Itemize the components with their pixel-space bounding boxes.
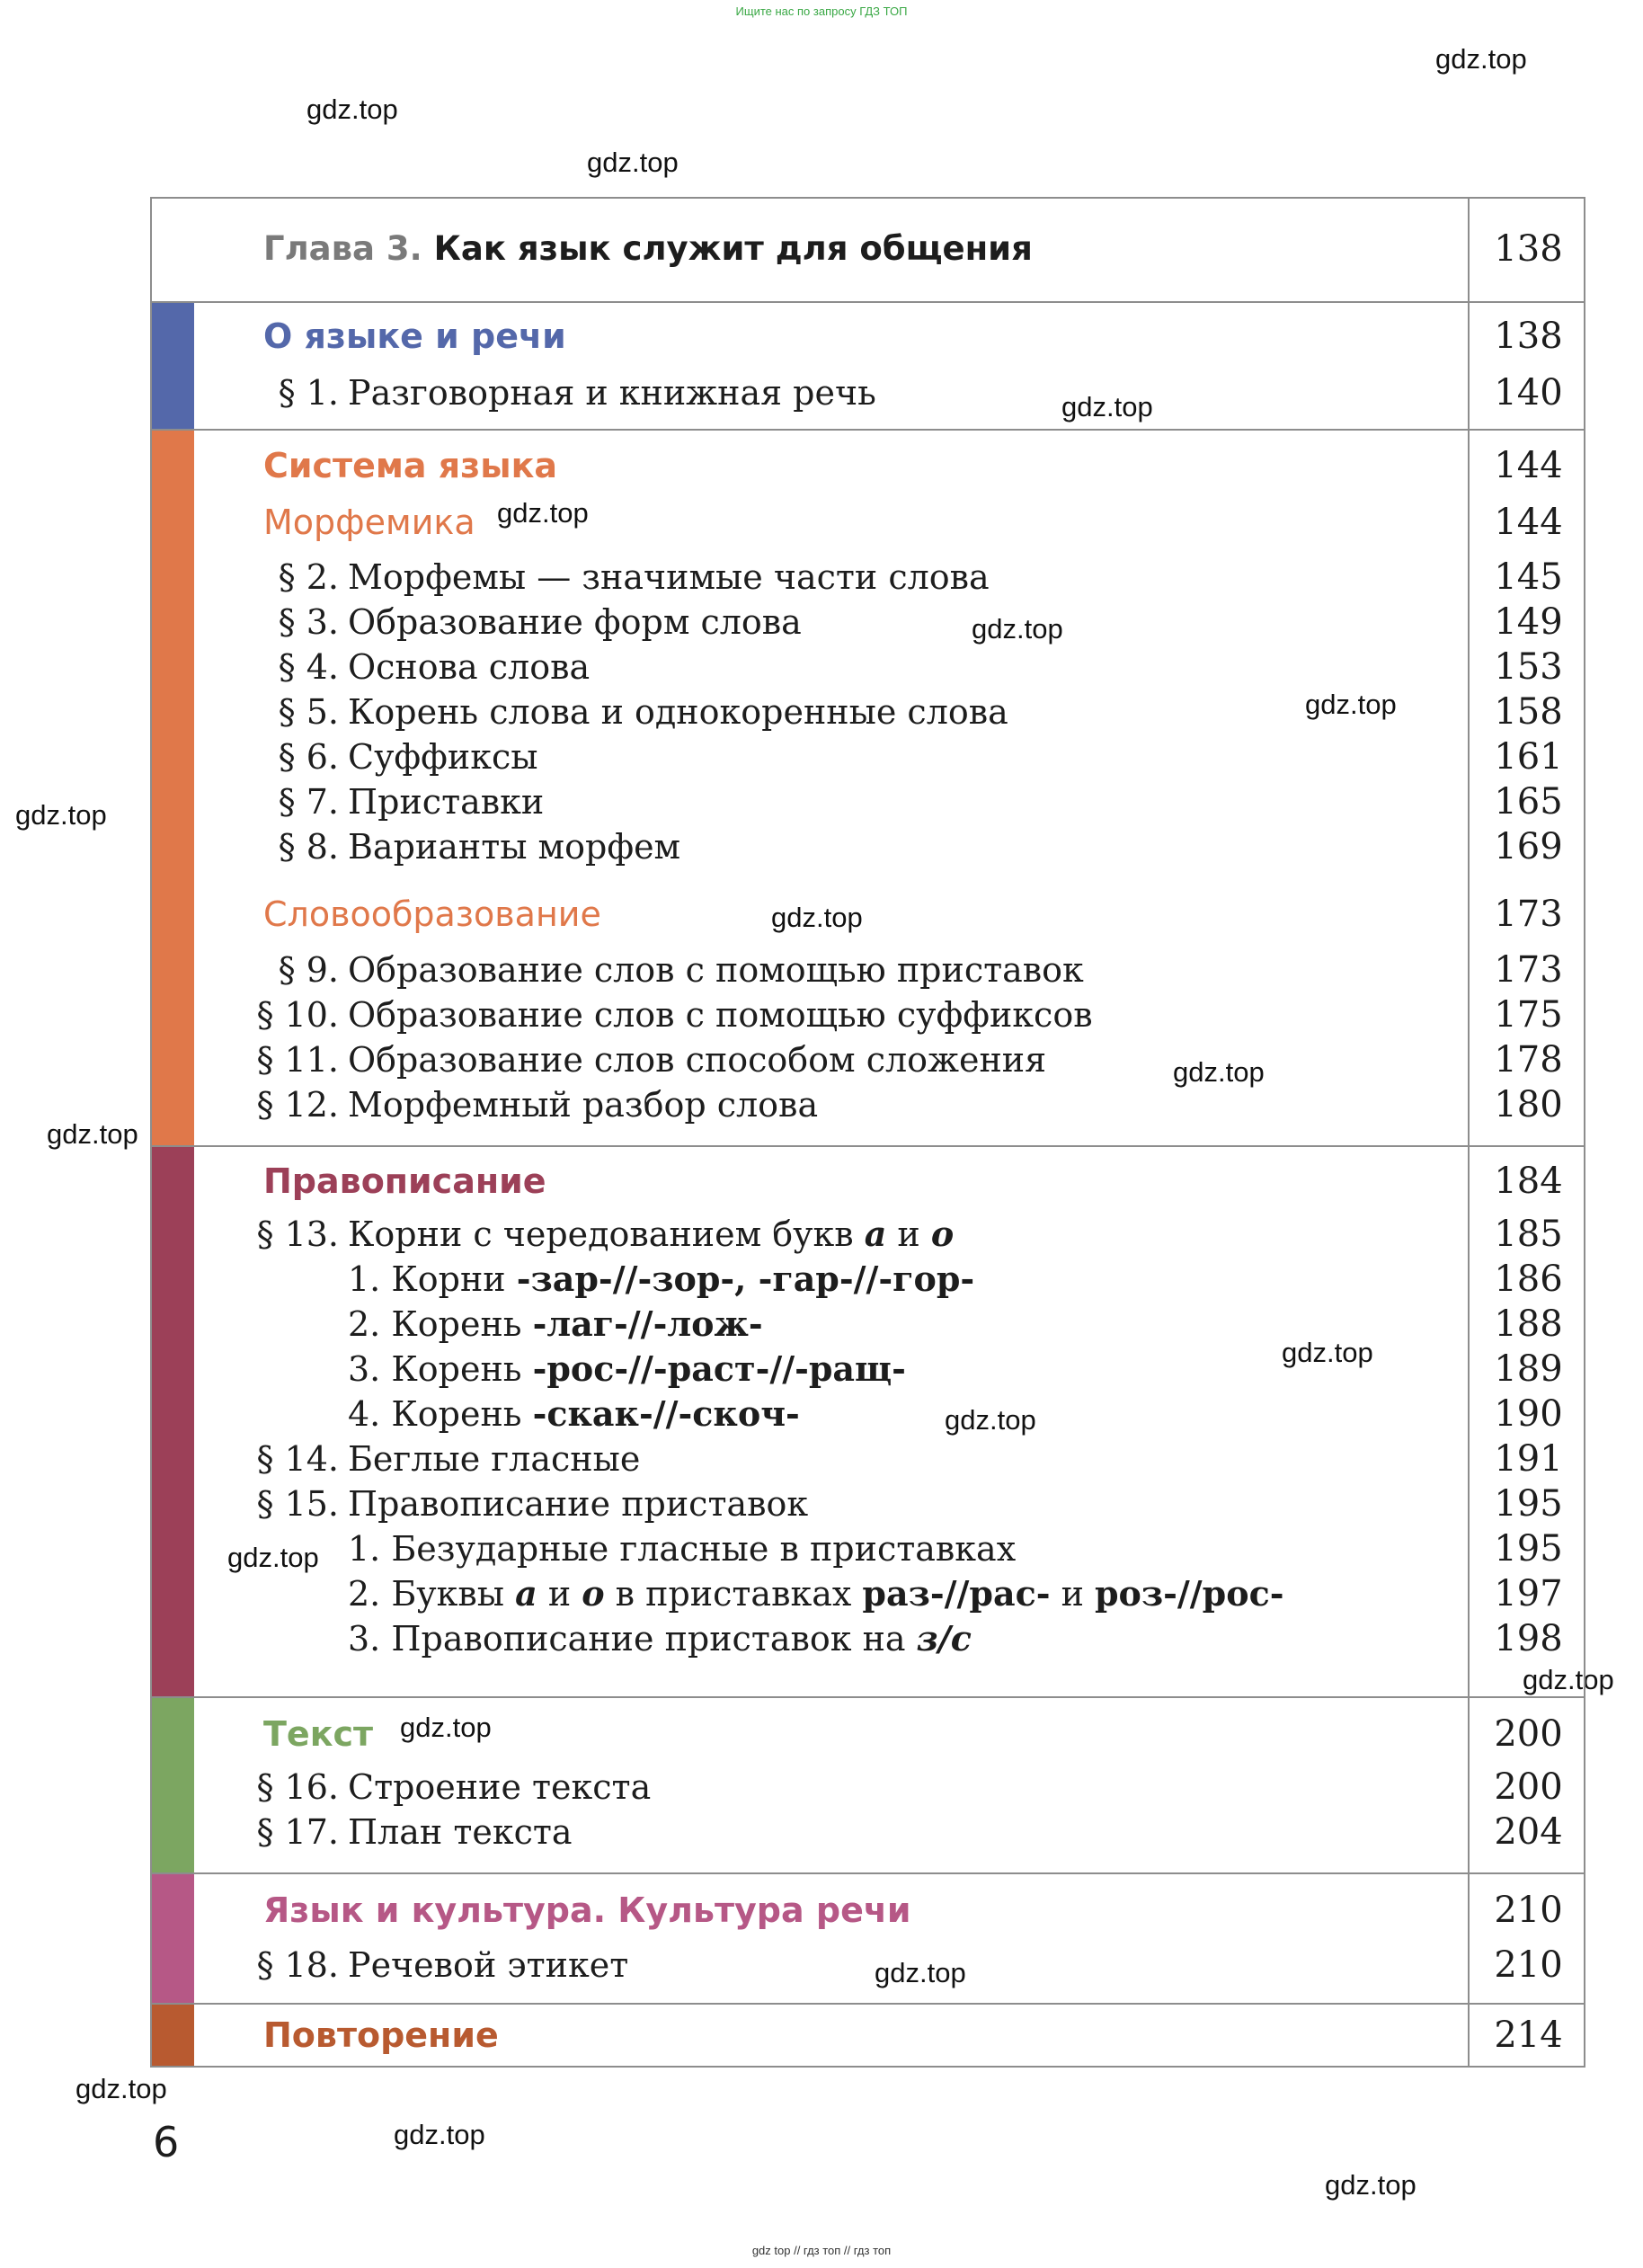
page-number: 190 — [1494, 1393, 1563, 1435]
toc-item[interactable] — [152, 370, 1584, 415]
page-number: 204 — [1494, 1811, 1563, 1853]
subitem-number: 3. — [348, 1619, 381, 1659]
toc-item[interactable] — [152, 824, 1584, 869]
watermark: gdz.top — [875, 1957, 966, 1988]
subitem-text: Корни — [391, 1259, 517, 1299]
subsection-title: Морфемика — [263, 503, 475, 542]
watermark: gdz.top — [1305, 689, 1397, 720]
watermark: gdz.top — [1435, 43, 1527, 75]
toc-item[interactable] — [152, 1212, 1584, 1257]
watermark: gdz.top — [400, 1712, 492, 1743]
item-title: Варианты морфем — [348, 827, 681, 867]
page-number: 144 — [1494, 445, 1563, 486]
item-title: Образование слов с помощью суффиксов — [348, 995, 1093, 1035]
toc-subitem[interactable] — [152, 1392, 1584, 1436]
subitem-root: -зар-//-зор-, -гар-//-гор- — [516, 1259, 975, 1299]
toc-item[interactable] — [152, 1037, 1584, 1082]
item-title: Корень слова и однокоренные слова — [348, 692, 1008, 732]
toc-item[interactable] — [152, 779, 1584, 824]
item-number: § 12. — [256, 1085, 339, 1125]
watermark: gdz.top — [306, 93, 398, 125]
item-title: План текста — [348, 1812, 573, 1852]
section-title: Правописание — [263, 1161, 546, 1201]
item-number: § 16. — [256, 1767, 339, 1807]
page-number: 175 — [1494, 994, 1563, 1036]
header-note: Ищите нас по запросу ГДЗ ТОП — [735, 4, 908, 18]
letter: о — [930, 1214, 955, 1254]
chapter-name: Как язык служит для общения — [433, 229, 1033, 268]
item-title — [348, 1212, 954, 1257]
letter: а — [864, 1214, 887, 1254]
item-title: Образование слов способом сложения — [348, 1040, 1047, 1080]
section-title: О языке и речи — [263, 316, 566, 356]
toc-item[interactable] — [152, 689, 1584, 734]
page-number: 195 — [1494, 1528, 1563, 1570]
subitem-root: -скак-//-скоч- — [532, 1393, 800, 1434]
subitem-text: в приставках — [604, 1574, 863, 1614]
page-number: 138 — [1494, 316, 1563, 357]
page-number: 178 — [1494, 1039, 1563, 1081]
subitem-text: и — [537, 1574, 582, 1614]
page-number: 173 — [1494, 894, 1563, 935]
item-title: Основа слова — [348, 647, 591, 687]
divider — [152, 2003, 1584, 2005]
subsection-morphemics[interactable] — [152, 500, 1584, 545]
toc-subitem[interactable] — [152, 1616, 1584, 1661]
page-number: 138 — [1494, 228, 1563, 270]
subitem-text: Правописание приставок на — [391, 1619, 917, 1659]
item-title: Беглые гласные — [348, 1439, 641, 1479]
subitem-title — [348, 1347, 906, 1392]
subitem-root: -рос-//-раст-//-ращ- — [532, 1348, 906, 1389]
page-number: 169 — [1494, 826, 1563, 867]
page-number: 153 — [1494, 646, 1563, 688]
item-title: Образование форм слова — [348, 602, 802, 642]
item-text: и — [886, 1214, 931, 1254]
chapter-title — [263, 227, 1033, 271]
page-number: 149 — [1494, 601, 1563, 643]
divider — [152, 1145, 1584, 1147]
item-number: § 18. — [256, 1945, 339, 1985]
page-number: 200 — [1494, 1713, 1563, 1755]
watermark: gdz.top — [227, 1542, 319, 1573]
toc-subitem[interactable] — [152, 1347, 1584, 1392]
toc-item[interactable] — [152, 1082, 1584, 1127]
item-title: Разговорная и книжная речь — [348, 373, 876, 413]
subitem-text: и — [1050, 1574, 1095, 1614]
toc-item[interactable] — [152, 555, 1584, 600]
subitem-title — [348, 1571, 1284, 1616]
toc-item[interactable] — [152, 1481, 1584, 1526]
section-review[interactable] — [152, 2013, 1584, 2058]
subitem-text: Корень — [391, 1394, 533, 1434]
divider — [152, 1872, 1584, 1874]
watermark: gdz.top — [394, 2119, 485, 2150]
page-number: 140 — [1494, 372, 1563, 414]
toc-item[interactable] — [152, 1810, 1584, 1854]
subitem-text: Безударные гласные в приставках — [391, 1529, 1017, 1569]
section-title: Язык и культура. Культура речи — [263, 1890, 911, 1930]
divider — [152, 429, 1584, 431]
item-title: Правописание приставок — [348, 1484, 809, 1524]
watermark: gdz.top — [587, 147, 679, 178]
page-number: 191 — [1494, 1438, 1563, 1480]
section-title: Повторение — [263, 2015, 499, 2055]
watermark: gdz.top — [1282, 1337, 1373, 1368]
item-title: Строение текста — [348, 1767, 652, 1807]
subitem-number: 3. — [348, 1349, 381, 1389]
item-number: § 5. — [278, 692, 339, 732]
page-number: 173 — [1494, 949, 1563, 991]
subitem-title — [348, 1257, 974, 1302]
page-number: 197 — [1494, 1573, 1563, 1614]
item-title: Речевой этикет — [348, 1945, 629, 1985]
item-number: § 3. — [278, 602, 339, 642]
subitem-number: 1. — [348, 1529, 381, 1569]
toc-item[interactable] — [152, 1943, 1584, 1988]
section-title: Система языка — [263, 446, 558, 485]
page-number: 158 — [1494, 691, 1563, 733]
letter: з/с — [916, 1618, 972, 1659]
subitem-number: 2. — [348, 1304, 381, 1344]
page-number: 144 — [1494, 502, 1563, 543]
item-number: § 10. — [256, 995, 339, 1035]
subitem-number: 2. — [348, 1574, 381, 1614]
item-title: Приставки — [348, 782, 545, 822]
page-number-footer: 6 — [153, 2118, 180, 2166]
item-number: § 2. — [278, 557, 339, 597]
page-number: 210 — [1494, 1944, 1563, 1986]
page-number: 188 — [1494, 1303, 1563, 1345]
watermark: gdz.top — [1325, 2169, 1417, 2201]
footer-note: gdz top // гдз топ // гдз топ — [751, 2244, 892, 2257]
item-title: Морфемы — значимые части слова — [348, 557, 990, 597]
divider — [152, 301, 1584, 303]
item-title: Образование слов с помощью приставок — [348, 950, 1084, 990]
item-number: § 11. — [256, 1040, 339, 1080]
toc-item[interactable] — [152, 1436, 1584, 1481]
watermark: gdz.top — [47, 1118, 138, 1150]
page-number: 185 — [1494, 1214, 1563, 1255]
subitem-text: Корень — [391, 1349, 533, 1389]
subitem-text: Корень — [391, 1304, 533, 1344]
page-number: 198 — [1494, 1618, 1563, 1659]
item-number: § 15. — [256, 1484, 339, 1524]
watermark: gdz.top — [771, 902, 863, 933]
watermark: gdz.top — [15, 799, 107, 831]
subitem-root: -лаг-//-лож- — [532, 1303, 763, 1344]
item-text: Корни с чередованием букв — [348, 1214, 865, 1254]
toc-item[interactable] — [152, 947, 1584, 992]
page-number: 210 — [1494, 1890, 1563, 1931]
watermark: gdz.top — [1173, 1056, 1265, 1088]
toc-item[interactable] — [152, 645, 1584, 689]
item-number: § 7. — [278, 782, 339, 822]
watermark: gdz.top — [945, 1404, 1036, 1436]
divider — [152, 1696, 1584, 1698]
page-number: 186 — [1494, 1259, 1563, 1300]
prefix: раз-//рас- — [862, 1573, 1051, 1614]
item-number: § 8. — [278, 827, 339, 867]
item-number: § 13. — [256, 1214, 339, 1254]
prefix: роз-//рос- — [1094, 1573, 1284, 1614]
watermark: gdz.top — [497, 497, 589, 529]
table-of-contents — [150, 197, 1585, 2068]
toc-subitem[interactable] — [152, 1302, 1584, 1347]
page-number: 161 — [1494, 736, 1563, 778]
subitem-number: 4. — [348, 1394, 381, 1434]
section-text[interactable] — [152, 1712, 1584, 1757]
item-number: § 1. — [278, 373, 339, 413]
watermark: gdz.top — [1061, 391, 1153, 422]
section-system[interactable] — [152, 443, 1584, 488]
page-number: 180 — [1494, 1084, 1563, 1125]
toc-subitem[interactable] — [152, 1257, 1584, 1302]
subitem-text: Буквы — [391, 1574, 516, 1614]
section-about[interactable] — [152, 314, 1584, 359]
item-number: § 4. — [278, 647, 339, 687]
chapter-row[interactable] — [152, 227, 1584, 271]
page-number: 195 — [1494, 1483, 1563, 1525]
section-title: Текст — [263, 1714, 374, 1754]
section-spelling[interactable] — [152, 1159, 1584, 1204]
item-title: Морфемный разбор слова — [348, 1085, 819, 1125]
toc-item[interactable] — [152, 734, 1584, 779]
page-number: 184 — [1494, 1161, 1563, 1202]
watermark: gdz.top — [75, 2073, 167, 2104]
page-number: 145 — [1494, 556, 1563, 598]
item-number: § 17. — [256, 1812, 339, 1852]
toc-item[interactable] — [152, 1765, 1584, 1810]
toc-item[interactable] — [152, 600, 1584, 645]
subsection-title: Словообразование — [263, 894, 601, 934]
toc-item[interactable] — [152, 992, 1584, 1037]
subitem-title — [348, 1616, 972, 1661]
page-number: 200 — [1494, 1766, 1563, 1808]
page-number: 189 — [1494, 1348, 1563, 1390]
item-number: § 14. — [256, 1439, 339, 1479]
item-number: § 6. — [278, 737, 339, 777]
toc-subitem[interactable] — [152, 1526, 1584, 1571]
subsection-wordformation[interactable] — [152, 892, 1584, 937]
watermark: gdz.top — [972, 613, 1063, 645]
watermark: gdz.top — [1523, 1664, 1614, 1695]
page-number: 214 — [1494, 2015, 1563, 2056]
letter: о — [582, 1573, 605, 1614]
page-number: 165 — [1494, 781, 1563, 823]
item-number: § 9. — [278, 950, 339, 990]
subitem-number: 1. — [348, 1259, 381, 1299]
letter: а — [515, 1573, 537, 1614]
subitem-title — [348, 1302, 763, 1347]
section-culture[interactable] — [152, 1888, 1584, 1933]
item-title: Суффиксы — [348, 737, 538, 777]
chapter-label: Глава 3. — [263, 229, 422, 268]
toc-subitem[interactable] — [152, 1571, 1584, 1616]
subitem-title — [348, 1526, 1016, 1571]
subitem-title — [348, 1392, 800, 1436]
